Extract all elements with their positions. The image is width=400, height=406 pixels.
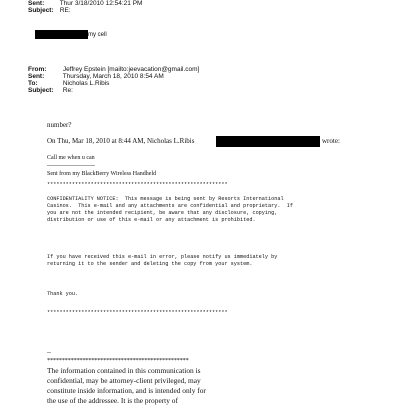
footer-line-2: confidential, may be attorney-client privileged, may xyxy=(47,376,201,385)
call-me-line: Call me when u can xyxy=(47,155,95,161)
quoted-from-label: From: xyxy=(28,66,47,73)
confidentiality-line-2: Casinos. This e-mail and any attachments are confidential and proprietary. If xyxy=(47,203,293,209)
footer-line-4: the use of the addressee. It is the property of xyxy=(47,396,178,405)
confidentiality-line-1: CONFIDENTIALITY NOTICE: This message is being sent by Resorts International xyxy=(47,196,284,202)
redaction-block-2 xyxy=(216,136,320,147)
outer-subject-value: RE: xyxy=(59,7,71,14)
stars-divider-1: ********************************************************** xyxy=(47,182,228,188)
attribution-end: wrote: xyxy=(322,137,340,145)
quoted-sent-label: Sent: xyxy=(28,73,45,80)
attribution-start: On Thu, Mar 18, 2010 at 8:44 AM, Nicholas L.Ribis xyxy=(47,137,195,145)
footer-double-dash: -- xyxy=(47,350,51,356)
outer-sent-label: Sent: xyxy=(28,0,45,7)
quoted-to-label: To: xyxy=(28,80,38,87)
outer-sent-value: Thur 3/18/2010 12:54:21 PM xyxy=(59,0,143,7)
redaction-block-1 xyxy=(35,30,88,39)
attribution-line xyxy=(47,137,194,146)
quoted-subject-label: Subject: xyxy=(28,87,54,94)
question-line: number? xyxy=(47,121,72,129)
error-line-2: returning it to the sender and deleting the copy from your system. xyxy=(47,261,253,267)
quoted-subject-row xyxy=(28,87,73,95)
footer-line-1: The information contained in this communication is xyxy=(47,366,201,375)
error-line-1: If you have received this e-mail in error, please notify us immediately by xyxy=(47,254,278,260)
redacted-note: my cell xyxy=(88,32,107,38)
dash-line: ------------------------ xyxy=(47,163,95,169)
quoted-from-value: Jeffrey Epstein [mailto:jeevacation@gmail.com] xyxy=(62,66,200,73)
footer-line-3: constitute inside information, and is intended only for xyxy=(47,386,206,395)
confidentiality-line-4: distribution or use of this e-mail or any attachment is prohibited. xyxy=(47,217,256,223)
quoted-subject-value: Re: xyxy=(62,87,73,94)
thanks-line: Thank you. xyxy=(47,291,79,297)
quoted-sent-value: Thursday, March 18, 2010 8:54 AM xyxy=(62,73,164,80)
footer-stars: ************************************************ xyxy=(47,357,189,364)
quoted-to-value: Nicholas L.Ribis xyxy=(62,80,110,87)
sent-from-line: Sent from my BlackBerry Wireless Handheld xyxy=(47,171,157,177)
confidentiality-line-3: you are not the intended recipient, be aware that any disclosure, copying, xyxy=(47,210,278,216)
outer-subject-label: Subject: xyxy=(28,7,54,14)
stars-divider-2: ********************************************************** xyxy=(47,310,228,316)
outer-subject-row xyxy=(28,7,71,15)
